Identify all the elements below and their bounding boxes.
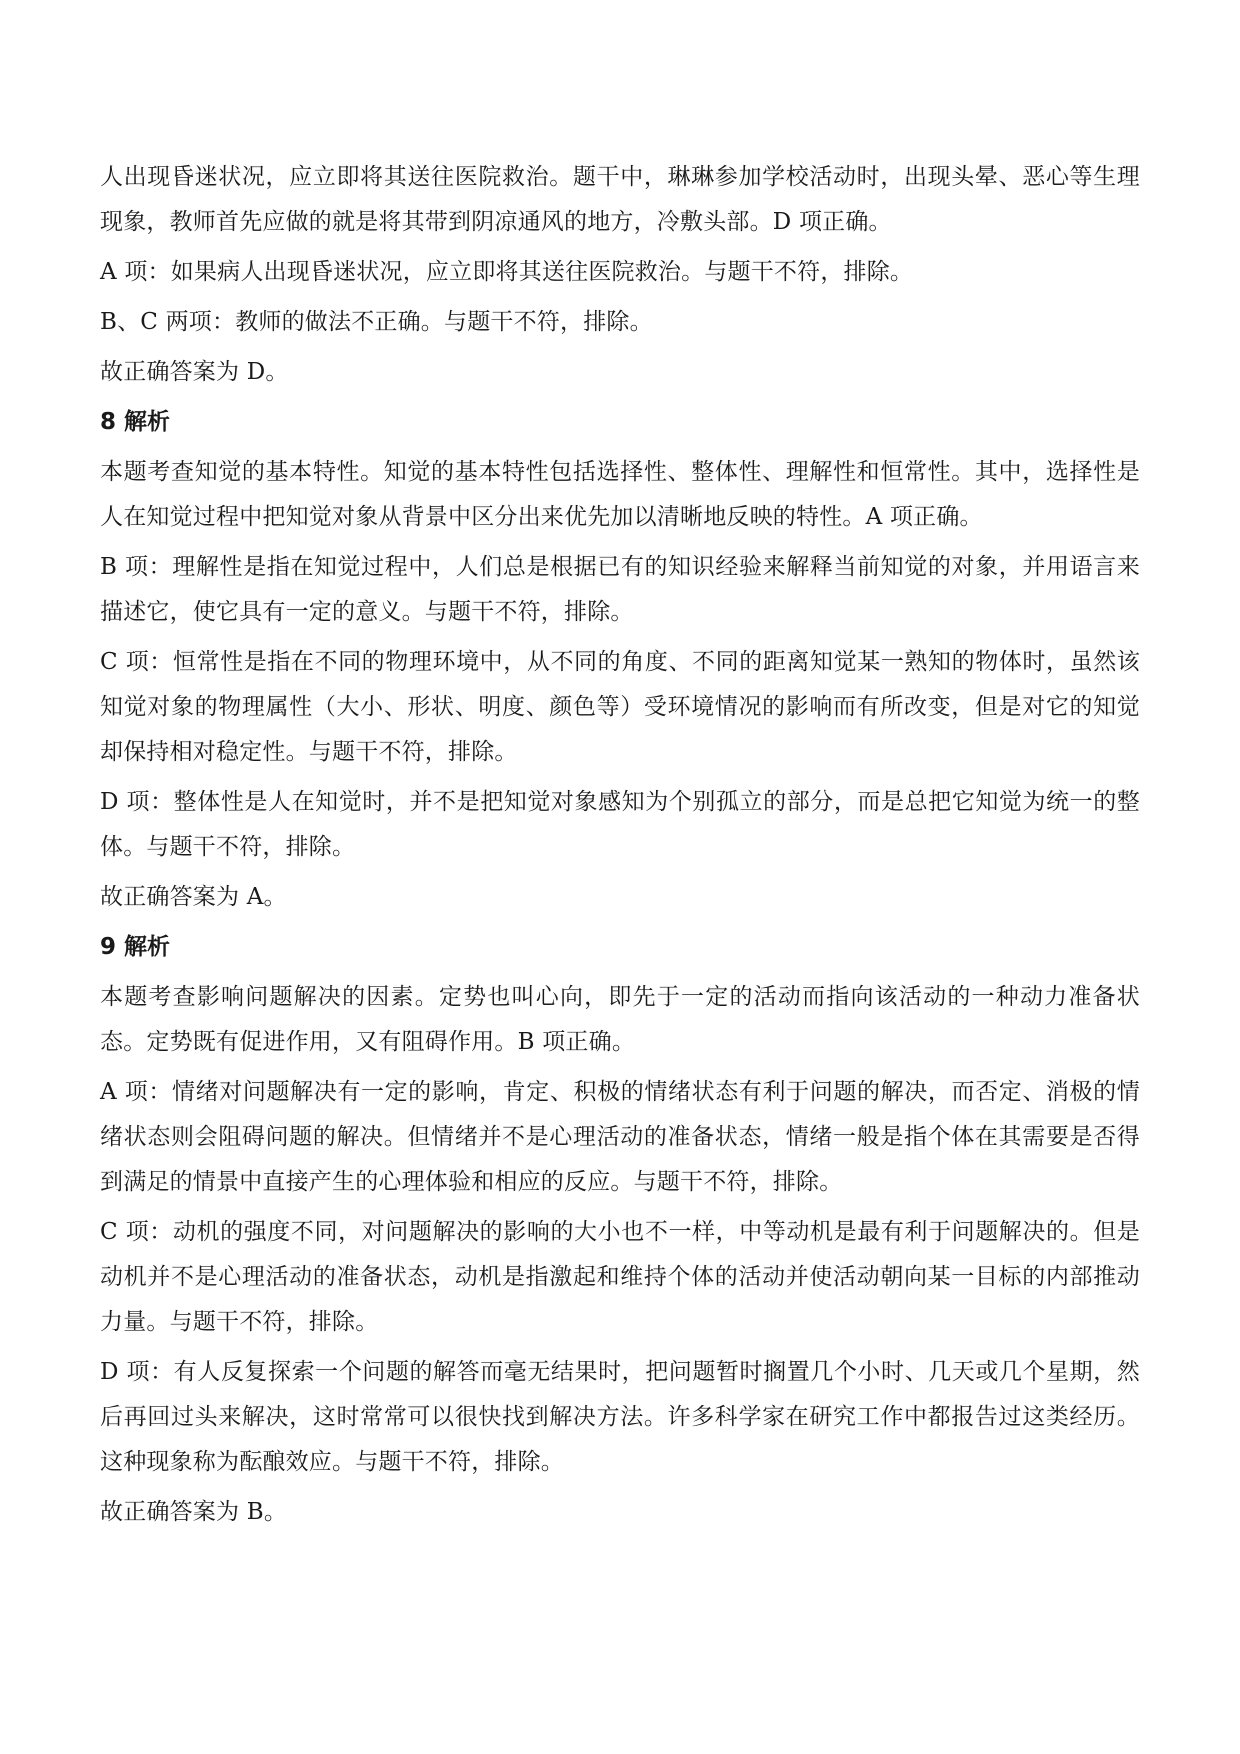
heading-q8-analysis: 8 解析 <box>100 409 171 435</box>
paragraph-q7-option-bc: B、C 两项：教师的做法不正确。与题干不符，排除。 <box>100 309 653 335</box>
paragraph-q9-option-c: C 项：动机的强度不同，对问题解决的影响的大小也不一样，中等动机是最有利于问题解决的。但是动机并不是心理活动的准备状态，动机是指激起和维持个体的活动并使活动朝向某一目标的内部推动力量。与题干不符，排除。 <box>100 1219 1140 1335</box>
paragraph-q8-answer: 故正确答案为 A。 <box>100 884 287 910</box>
paragraph-q7-explanation: 人出现昏迷状况，应立即将其送往医院救治。题干中，琳琳参加学校活动时，出现头晕、恶心等生理现象，教师首先应做的就是将其带到阴凉通风的地方，冷敷头部。D 项正确。 <box>100 164 1140 235</box>
paragraph-q9-option-a: A 项：情绪对问题解决有一定的影响，肯定、积极的情绪状态有利于问题的解决，而否定、消极的情绪状态则会阻碍问题的解决。但情绪并不是心理活动的准备状态，情绪一般是指个体在其需要是否得到满足的情景中直接产生的心理体验和相应的反应。与题干不符，排除。 <box>100 1079 1140 1195</box>
paragraph-q8-option-c: C 项：恒常性是指在不同的物理环境中，从不同的角度、不同的距离知觉某一熟知的物体时，虽然该知觉对象的物理属性（大小、形状、明度、颜色等）受环境情况的影响而有所改变，但是对它的知觉却保持相对稳定性。与题干不符，排除。 <box>100 649 1140 765</box>
paragraph-q8-explanation: 本题考查知觉的基本特性。知觉的基本特性包括选择性、整体性、理解性和恒常性。其中，选择性是人在知觉过程中把知觉对象从背景中区分出来优先加以清晰地反映的特性。A 项正确。 <box>100 459 1140 530</box>
paragraph-q9-option-d: D 项：有人反复探索一个问题的解答而毫无结果时，把问题暂时搁置几个小时、几天或几个星期，然后再回过头来解决，这时常常可以很快找到解决方法。许多科学家在研究工作中都报告过这类经历。这种现象称为酝酿效应。与题干不符，排除。 <box>100 1359 1140 1475</box>
paragraph-q7-option-a: A 项：如果病人出现昏迷状况，应立即将其送往医院救治。与题干不符，排除。 <box>100 259 914 285</box>
paragraph-q9-answer: 故正确答案为 B。 <box>100 1499 288 1525</box>
paragraph-q9-explanation: 本题考查影响问题解决的因素。定势也叫心向，即先于一定的活动而指向该活动的一种动力准备状态。定势既有促进作用，又有阻碍作用。B 项正确。 <box>100 984 1140 1055</box>
document-body <box>100 155 1140 1540</box>
heading-q9-analysis: 9 解析 <box>100 934 171 960</box>
paragraph-q7-answer: 故正确答案为 D。 <box>100 359 289 385</box>
paragraph-q8-option-d: D 项：整体性是人在知觉时，并不是把知觉对象感知为个别孤立的部分，而是总把它知觉为统一的整体。与题干不符，排除。 <box>100 789 1140 860</box>
paragraph-q8-option-b: B 项：理解性是指在知觉过程中，人们总是根据已有的知识经验来解释当前知觉的对象，并用语言来描述它，使它具有一定的意义。与题干不符，排除。 <box>100 554 1140 625</box>
